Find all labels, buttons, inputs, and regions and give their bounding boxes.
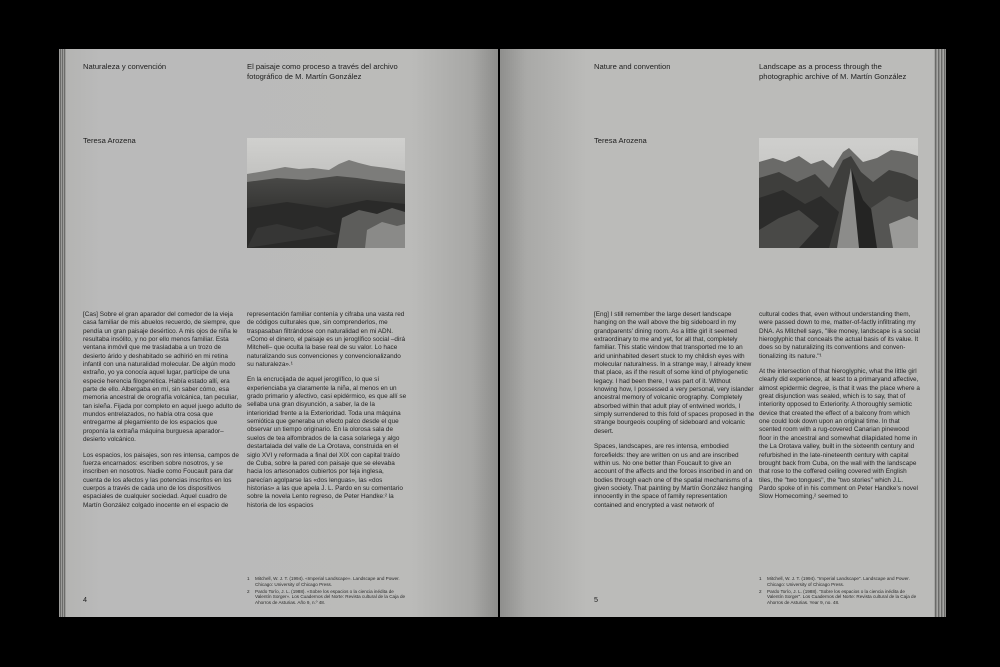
body-column-1 [83,311,244,591]
body-column-1 [594,311,755,591]
body-column-2 [247,311,408,591]
left-page [66,49,498,617]
paragraph: cultural codes that, even without understanding them, were passed down to me, matter-of-factly infiltrating my DNA. As Mitchell says, "like money, landscape is a social hieroglyphic that conceals the actual basis of its value. It does so by naturalizing its conventions and conventionalizing its nature."¹ [759,311,920,360]
article-title: El paisaje como proceso a través del archivo fotográfico de M. Martín González [247,62,398,81]
footnotes [247,576,407,607]
page-number: 5 [594,595,598,604]
paragraph: Los espacios, los paisajes, son res intensa, campos de fuerza encarnados: escriben sobre nosotros, y se inscriben en nosotros. Nadie como Foucault para dar cuenta de los afectos y las potencias inscritos en los cuerpos a través de cada uno de los dispositivos espaciales de cualquier sociedad. Aquel cuadro de Martín González colgado inocente en el espacio de [83,451,239,509]
running-title: Nature and convention [594,62,671,71]
paragraph: Spaces, landscapes, are res intensa, embodied forcefields: they are written on us and are inscribed within us. No one better than Foucault to give an account of the affects and the forces inscribed in and on bodies through each one of the spatial mechanisms of a given society. That painting by Martín González hanging innocently in the space of family representation contained and encrypted a vast network of [594,443,753,509]
footnote: 2 Pardo Torío, J. L. (1988). «Sobre los espacios o la ciencia inédita de Valentín Sorger». Los Cuadernos del Norte: Revista cultural de la Caja de Ahorros de Asturias. Año 9, n.º 48. [247,588,406,605]
right-page [500,49,934,617]
paragraph: [Cas] Sobre el gran aparador del comedor de la vieja casa familiar de mis abuelos recuerdo, de siempre, que pendía un gran paisaje desértico. A mis ojos de niña le resultaba insólito, y no por ello menos familiar. Esta ventana inmóvil que me trasladaba a un trozo de desierto árido y deshabitado se adhirió en mi retina infantil con una naturalidad molecular. De algún modo extraño, yo ya conocía aquel lugar, partícipe de una especie herencia filogenética. Había estado allí, era parte de ello. Albergaba en mí, sin saber cómo, esa memoria ancestral de orografía volcánica, tan peculiar, tan isleña. Fijada por completo en aquel juego adulto de mundos entrelazados, no había otra cosa que entregarme al plegamiento de los espacios que proponía la extraña máquina burguesa aparador–desierto volcánico. [83,311,242,444]
paragraph: representación familiar contenía y cifraba una vasta red de códigos culturales que, sin comprenderlos, me traspasaban filtrándose con naturalidad en mi ADN. «Como el dinero, el paisaje es un jeroglífico social –dirá Mitchell– que oculta la base real de su valor. Lo hace naturalizando sus convenciones y convencionalizando su naturaleza».¹ [247,311,406,369]
footnotes [759,576,919,607]
body-column-2 [759,311,920,591]
running-title: Naturaleza y convención [83,62,167,71]
paragraph: En la encrucijada de aquel jeroglífico, lo que sí experienciaba ya claramente la niña, al menos en un grado primario y afectivo, casi epidérmico, es que allí se sellaba una gran disyunción, a saber, la de la interioridad frente a la Exterioridad. Toda una máquina semiótica que generaba un efecto palco desde el que observar un tiempo originario. En la olorosa sala de suelos de tea alfombrados de la casa solariega y algo destartalada del valle de La Orotava, construida en el siglo XVI y reformada a final del XIX con capital traído de Cuba, sobre la pared con paisaje que se elevaba hacia los artesonados cubiertos por teja inglesa, parecían agolparse las «dos lenguas», las «dos historias» a las que apela J. L. Pardo en su comentario sobre la novela Lento regreso, de Peter Handke:² la historia de los espacios [247,376,407,509]
landscape-photo-desert-plain-icon [247,138,405,248]
paragraph: At the intersection of that hieroglyphic, what the little girl clearly did experience, at least to a primaryand affective, almost epidermic degree, is that it was the place where a great disjunction was sealed, which is to say, that of interiority opposed to Exteriority. A thoroughly semiotic device that created the effect of a balcony from which one could look down upon an original time. In that scented room with a rug-covered Canarian pinewood floor in the ancestral and somewhat dilapidated home in the La Orotava valley, built in the sixteenth century and refurbished in the late-nineteenth century with capital brought back from Cuba, on the wall with the landscape that rose to the coffered ceiling covered with English tiles, the "two tongues", the "two stories" which J.L. Pardo spoke of in his comment on Peter Handke's novel Slow Homecoming,² seemed to [759,368,920,501]
article-title: Landscape as a process through the photographic archive of M. Martín González [759,62,907,81]
author-name: Teresa Arozena [594,136,647,145]
footnote: 1 Mitchell, W. J. T. (1994). «Imperial Landscape». Landscape and Power. Chicago: University of Chicago Press. [247,576,400,587]
paragraph: [Eng] I still remember the large desert landscape hanging on the wall above the big sideboard in my grandparents' dining room. As a little girl it seemed extraordinary to me and yet, for all that, completely familiar. This static window that transported me to an arid uninhabited desert stuck to my childish eyes with molecular naturalness. In a strange way, I already knew that place, as if the result of some kind of phylogenetic legacy. I had been there, I was part of it. Without knowing how, I possessed a very personal, very islander ancestral memory of volcanic orography. Completely absorbed within that adult play of entwined worlds, I simply surrendered to this fold of spaces proposed in the strange bourgeois coupling of sideboard and volcanic desert. [594,311,755,435]
author-name: Teresa Arozena [83,136,136,145]
footnote: 1 Mitchell, W. J. T. (1994). "Imperial Landscape". Landscape and Power. Chicago: University of Chicago Press. [759,576,910,587]
page-number: 4 [83,595,87,604]
landscape-photo-mountain-peak-icon [759,138,918,248]
right-page-edges [934,49,946,617]
left-page-edges [59,49,66,617]
footnote: 2 Pardo Torío, J. L. (1988). "Sobre los espacios o la ciencia inédita de Valentín Sorger". Los Cuadernos del Norte: Revista cultural de la Caja de Ahorros de Asturias. Year 9, no. 48. [759,588,917,605]
